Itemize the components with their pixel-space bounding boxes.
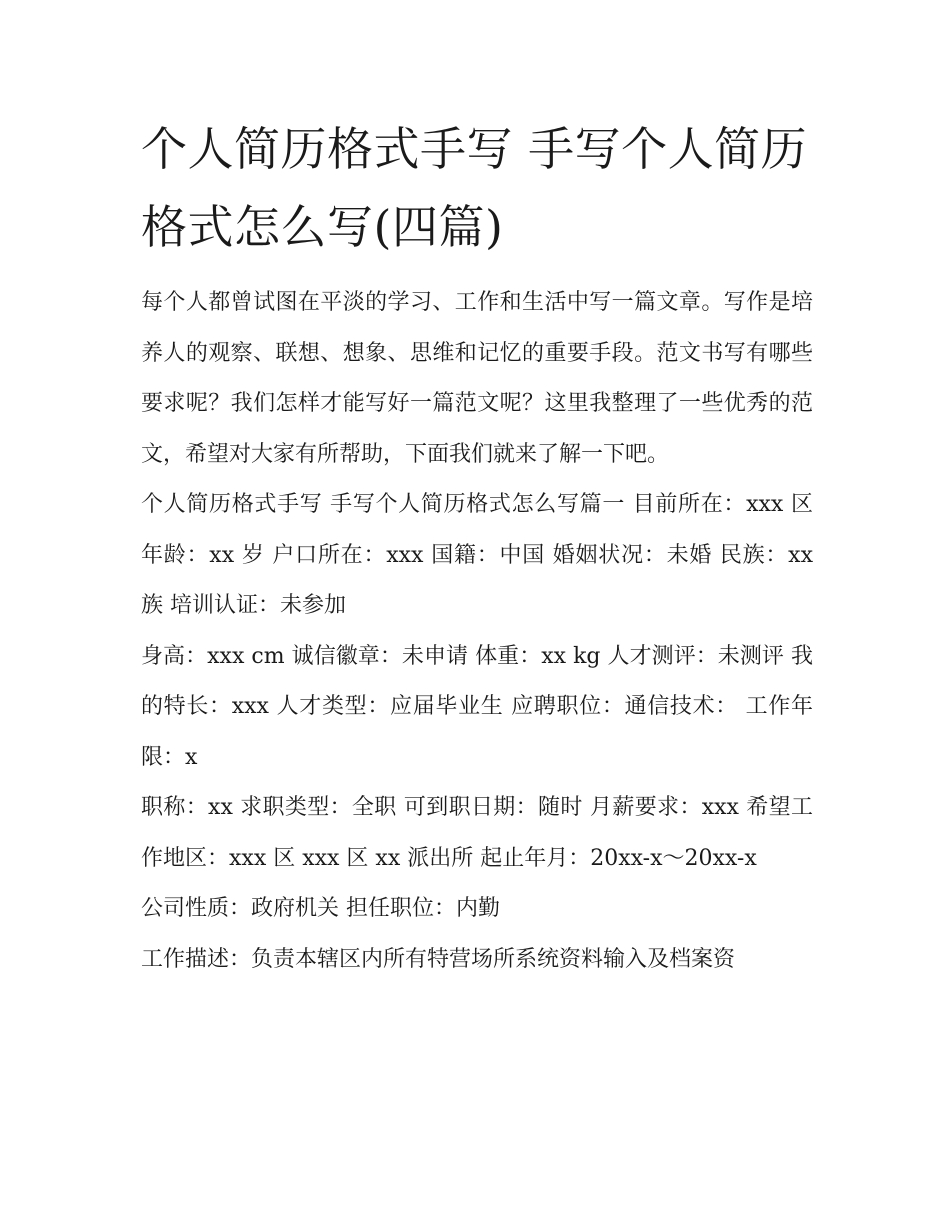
- intro-paragraph: 每个人都曾试图在平淡的学习、工作和生活中写一篇文章。写作是培养人的观察、联想、想象、思维和记忆的重要手段。范文书写有哪些要求呢？我们怎样才能写好一篇范文呢？这里我整理了一些优秀的范文，希望对大家有所帮助，下面我们就来了解一下吧。: [141, 290, 813, 467]
- resume-basic-info-paragraph: 个人简历格式手写 手写个人简历格式怎么写篇一 目前所在：xxx 区 年龄：xx 岁 户口所在：xxx 国籍：中国 婚姻状况：未婚 民族：xx 族 培训认证：未参加: [141, 492, 813, 618]
- resume-personal-details-paragraph: 身高：xxx cm 诚信徽章：未申请 体重：xx kg 人才测评：未测评 我的特长：xxx 人才类型：应届毕业生 应聘职位：通信技术： 工作年限：x: [141, 643, 813, 770]
- resume-job-intention-paragraph: 职称：xx 求职类型：全职 可到职日期：随时 月薪要求：xxx 希望工作地区：xxx 区 xxx 区 xx 派出所 起止年月：20xx-x～20xx-x: [141, 795, 813, 871]
- company-info-paragraph: 公司性质：政府机关 担任职位：内勤: [141, 896, 500, 921]
- work-description-paragraph: 工作描述：负责本辖区内所有特营场所系统资料输入及档案资: [141, 946, 736, 972]
- document-title: 个人简历格式手写 手写个人简历格式怎么写(四篇): [141, 122, 808, 254]
- document-body: [141, 110, 813, 985]
